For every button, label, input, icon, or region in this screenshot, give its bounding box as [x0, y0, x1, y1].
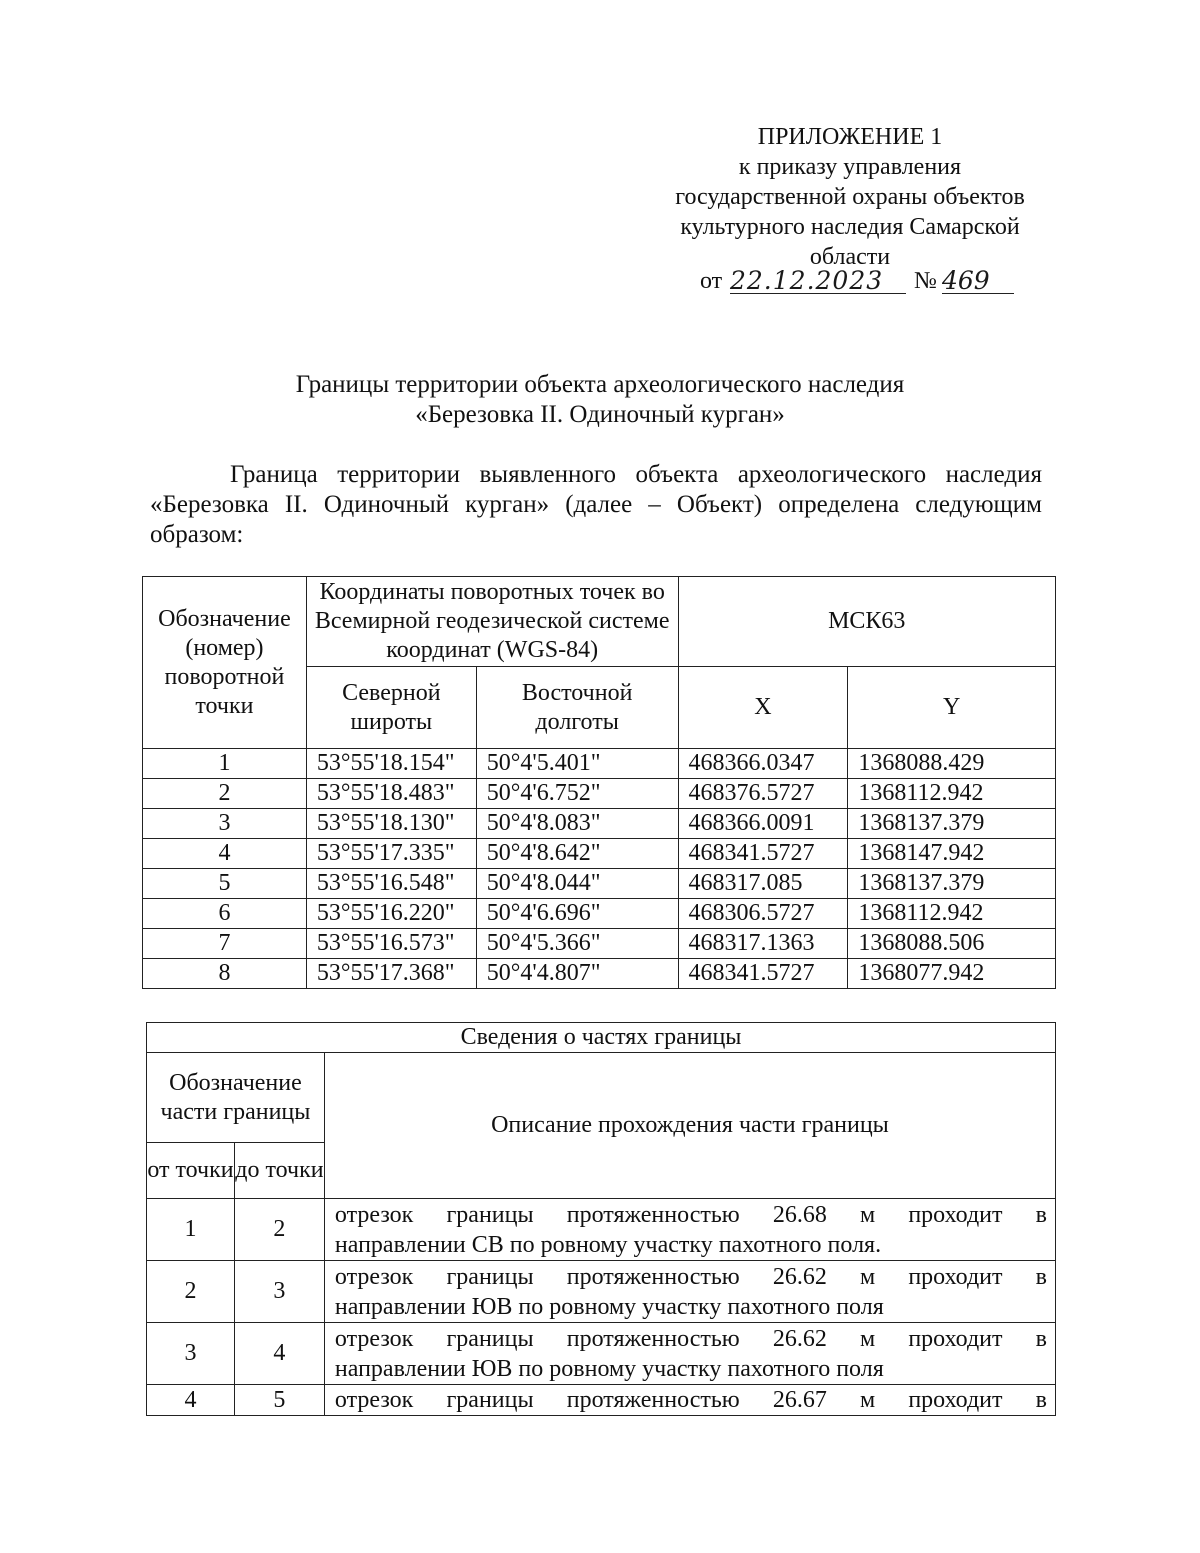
- header-x: X: [678, 667, 848, 749]
- point-number: 7: [143, 929, 307, 959]
- appendix-title: ПРИЛОЖЕНИЕ 1: [757, 124, 943, 150]
- header-description: Описание прохождения части границы: [324, 1053, 1055, 1199]
- latitude-cell: 53°55'18.483": [306, 779, 476, 809]
- header-y: Y: [848, 667, 1056, 749]
- appendix-line: культурного наследия Самарской: [680, 214, 1020, 240]
- point-number: 4: [143, 839, 307, 869]
- x-cell: 468317.1363: [678, 929, 848, 959]
- description-line: отрезок границы протяженностью 26.68 м проходит в: [334, 1201, 1047, 1228]
- latitude-cell: 53°55'18.154": [306, 749, 476, 779]
- header-from-point: от точки: [147, 1143, 235, 1199]
- header-part-designation: Обозначение части границы: [147, 1053, 325, 1143]
- longitude-cell: 50°4'4.807": [476, 959, 678, 989]
- description-line: отрезок границы протяженностью 26.67 м проходит в: [334, 1387, 1047, 1413]
- latitude-cell: 53°55'16.548": [306, 869, 476, 899]
- handwritten-date: 22.12.2023: [730, 266, 906, 294]
- header-longitude: Восточной долготы: [476, 667, 678, 749]
- header-msk63: МСК63: [678, 577, 1056, 667]
- point-number: 8: [143, 959, 307, 989]
- description-cell: [324, 1385, 1055, 1416]
- to-point-cell: 5: [234, 1385, 324, 1416]
- from-point-cell: 2: [147, 1261, 235, 1323]
- longitude-cell: 50°4'6.752": [476, 779, 678, 809]
- description-cell: [324, 1199, 1055, 1261]
- table-row: [147, 1323, 1056, 1385]
- parts-table-caption: Сведения о частях границы: [147, 1023, 1056, 1053]
- header-designation: Обозначение (номер) поворотной точки: [143, 577, 307, 749]
- number-prefix: №: [914, 268, 937, 294]
- point-number: 6: [143, 899, 307, 929]
- x-cell: 468306.5727: [678, 899, 848, 929]
- description-cell: [324, 1323, 1055, 1385]
- description-cell: [324, 1261, 1055, 1323]
- latitude-cell: 53°55'17.335": [306, 839, 476, 869]
- description-line: отрезок границы протяженностью 26.62 м проходит в: [334, 1263, 1047, 1290]
- table-row: [143, 899, 1056, 929]
- latitude-cell: 53°55'16.573": [306, 929, 476, 959]
- x-cell: 468341.5727: [678, 839, 848, 869]
- latitude-cell: 53°55'16.220": [306, 899, 476, 929]
- latitude-cell: 53°55'17.368": [306, 959, 476, 989]
- longitude-cell: 50°4'8.642": [476, 839, 678, 869]
- x-cell: 468341.5727: [678, 959, 848, 989]
- appendix-line: к приказу управления: [738, 154, 962, 180]
- point-number: 2: [143, 779, 307, 809]
- table-row: [143, 809, 1056, 839]
- handwritten-number: 469: [942, 266, 1014, 294]
- table-row: [143, 839, 1056, 869]
- table-row: [143, 779, 1056, 809]
- title-line-2: «Березовка II. Одиночный курган»: [415, 401, 785, 428]
- to-point-cell: 4: [234, 1323, 324, 1385]
- longitude-cell: 50°4'6.696": [476, 899, 678, 929]
- order-date-number: [700, 266, 1020, 296]
- table-row: [143, 749, 1056, 779]
- table-row: [147, 1199, 1056, 1261]
- title-line-1: Границы территории объекта археологического наследия: [295, 371, 905, 398]
- description-line: направлении ЮВ по ровному участку пахотного поля: [334, 1293, 884, 1320]
- point-number: 5: [143, 869, 307, 899]
- date-prefix: от: [700, 268, 723, 294]
- longitude-cell: 50°4'5.401": [476, 749, 678, 779]
- appendix-line: государственной охраны объектов: [675, 184, 1025, 210]
- table-row: [147, 1385, 1056, 1416]
- from-point-cell: 4: [147, 1385, 235, 1416]
- table-row: [143, 959, 1056, 989]
- y-cell: 1368088.506: [848, 929, 1056, 959]
- header-to-point: до точки: [234, 1143, 324, 1199]
- latitude-cell: 53°55'18.130": [306, 809, 476, 839]
- x-cell: 468376.5727: [678, 779, 848, 809]
- longitude-cell: 50°4'8.083": [476, 809, 678, 839]
- boundary-parts-table: [146, 1022, 1056, 1416]
- table-row: [147, 1261, 1056, 1323]
- to-point-cell: 2: [234, 1199, 324, 1261]
- document-title: [150, 370, 1050, 430]
- point-number: 1: [143, 749, 307, 779]
- description-line: отрезок границы протяженностью 26.62 м проходит в: [334, 1325, 1047, 1352]
- coordinates-table: [142, 576, 1056, 989]
- from-point-cell: 3: [147, 1323, 235, 1385]
- x-cell: 468317.085: [678, 869, 848, 899]
- header-latitude: Северной широты: [306, 667, 476, 749]
- y-cell: 1368137.379: [848, 869, 1056, 899]
- appendix-line: области: [809, 244, 891, 270]
- header-wgs84: Координаты поворотных точек во Всемирной геодезической системе координат (WGS-84): [306, 577, 678, 667]
- y-cell: 1368077.942: [848, 959, 1056, 989]
- intro-paragraph: Граница территории выявленного объекта археологического наследия «Березовка II. Одиночный курган» (далее – Объект) определена следующим образом:: [150, 461, 1042, 548]
- longitude-cell: 50°4'5.366": [476, 929, 678, 959]
- y-cell: 1368137.379: [848, 809, 1056, 839]
- longitude-cell: 50°4'8.044": [476, 869, 678, 899]
- description-line: направлении СВ по ровному участку пахотного поля.: [334, 1231, 882, 1258]
- y-cell: 1368088.429: [848, 749, 1056, 779]
- point-number: 3: [143, 809, 307, 839]
- from-point-cell: 1: [147, 1199, 235, 1261]
- y-cell: 1368147.942: [848, 839, 1056, 869]
- table-row: [143, 929, 1056, 959]
- x-cell: 468366.0347: [678, 749, 848, 779]
- to-point-cell: 3: [234, 1261, 324, 1323]
- x-cell: 468366.0091: [678, 809, 848, 839]
- description-line: направлении ЮВ по ровному участку пахотного поля: [334, 1355, 884, 1382]
- y-cell: 1368112.942: [848, 899, 1056, 929]
- y-cell: 1368112.942: [848, 779, 1056, 809]
- table-row: [143, 869, 1056, 899]
- appendix-header: [640, 122, 1060, 272]
